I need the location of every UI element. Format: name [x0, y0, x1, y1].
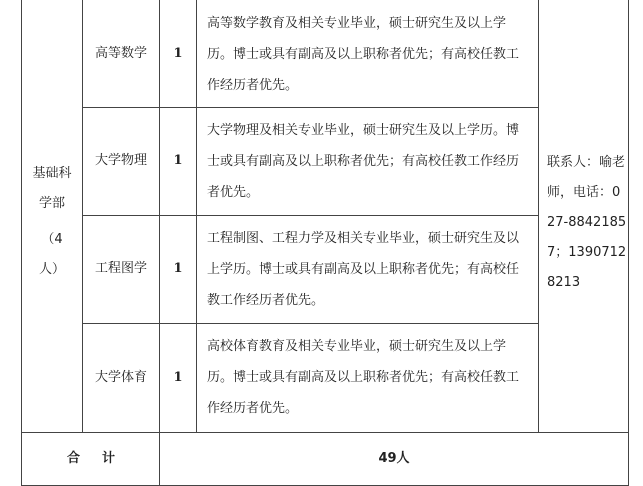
subject-cell: 高等数学	[94, 45, 147, 61]
department-cell	[22, 0, 82, 432]
count-cell: 1	[173, 261, 183, 276]
table-border-right	[628, 0, 629, 486]
department-headcount-line1: （4	[41, 232, 63, 247]
department-name	[31, 159, 73, 219]
requirement-cell: 大学物理及相关专业毕业，硕士研究生及以上学历。博士或具有副高及以上职称者优先；有高校任教工作经历者优先。	[207, 123, 520, 200]
count-cell: 1	[173, 369, 183, 385]
count-cell: 1	[173, 45, 183, 61]
contact-cell: 联系人：喻老师，电话：027-88421857；13907128213	[547, 155, 627, 290]
department-name-line2: 学部	[38, 196, 65, 211]
requirement-cell: 工程制图、工程力学及相关专业毕业，硕士研究生及以上学历。博士或具有副高及以上职称者优先；有高校任教工作经历者优先。	[207, 231, 520, 308]
requirement-cell: 高等数学教育及相关专业毕业，硕士研究生及以上学历。博士或具有副高及以上职称者优先；有高校任教工作经历者优先。	[207, 16, 520, 93]
total-value: 49人	[378, 451, 410, 466]
subject-cell: 工程图学	[94, 261, 147, 276]
subject-cell: 大学物理	[94, 153, 147, 168]
total-label: 合计	[66, 451, 137, 466]
subject-cell: 大学体育	[94, 369, 147, 385]
count-cell: 1	[173, 153, 183, 168]
department-headcount-line2: 人）	[38, 262, 65, 277]
department-headcount	[31, 225, 73, 285]
department-name-line1: 基础科	[32, 166, 72, 181]
requirement-cell: 高校体育教育及相关专业毕业，硕士研究生及以上学历。博士或具有副高及以上职称者优先；有高校任教工作经历者优先。	[207, 339, 520, 416]
